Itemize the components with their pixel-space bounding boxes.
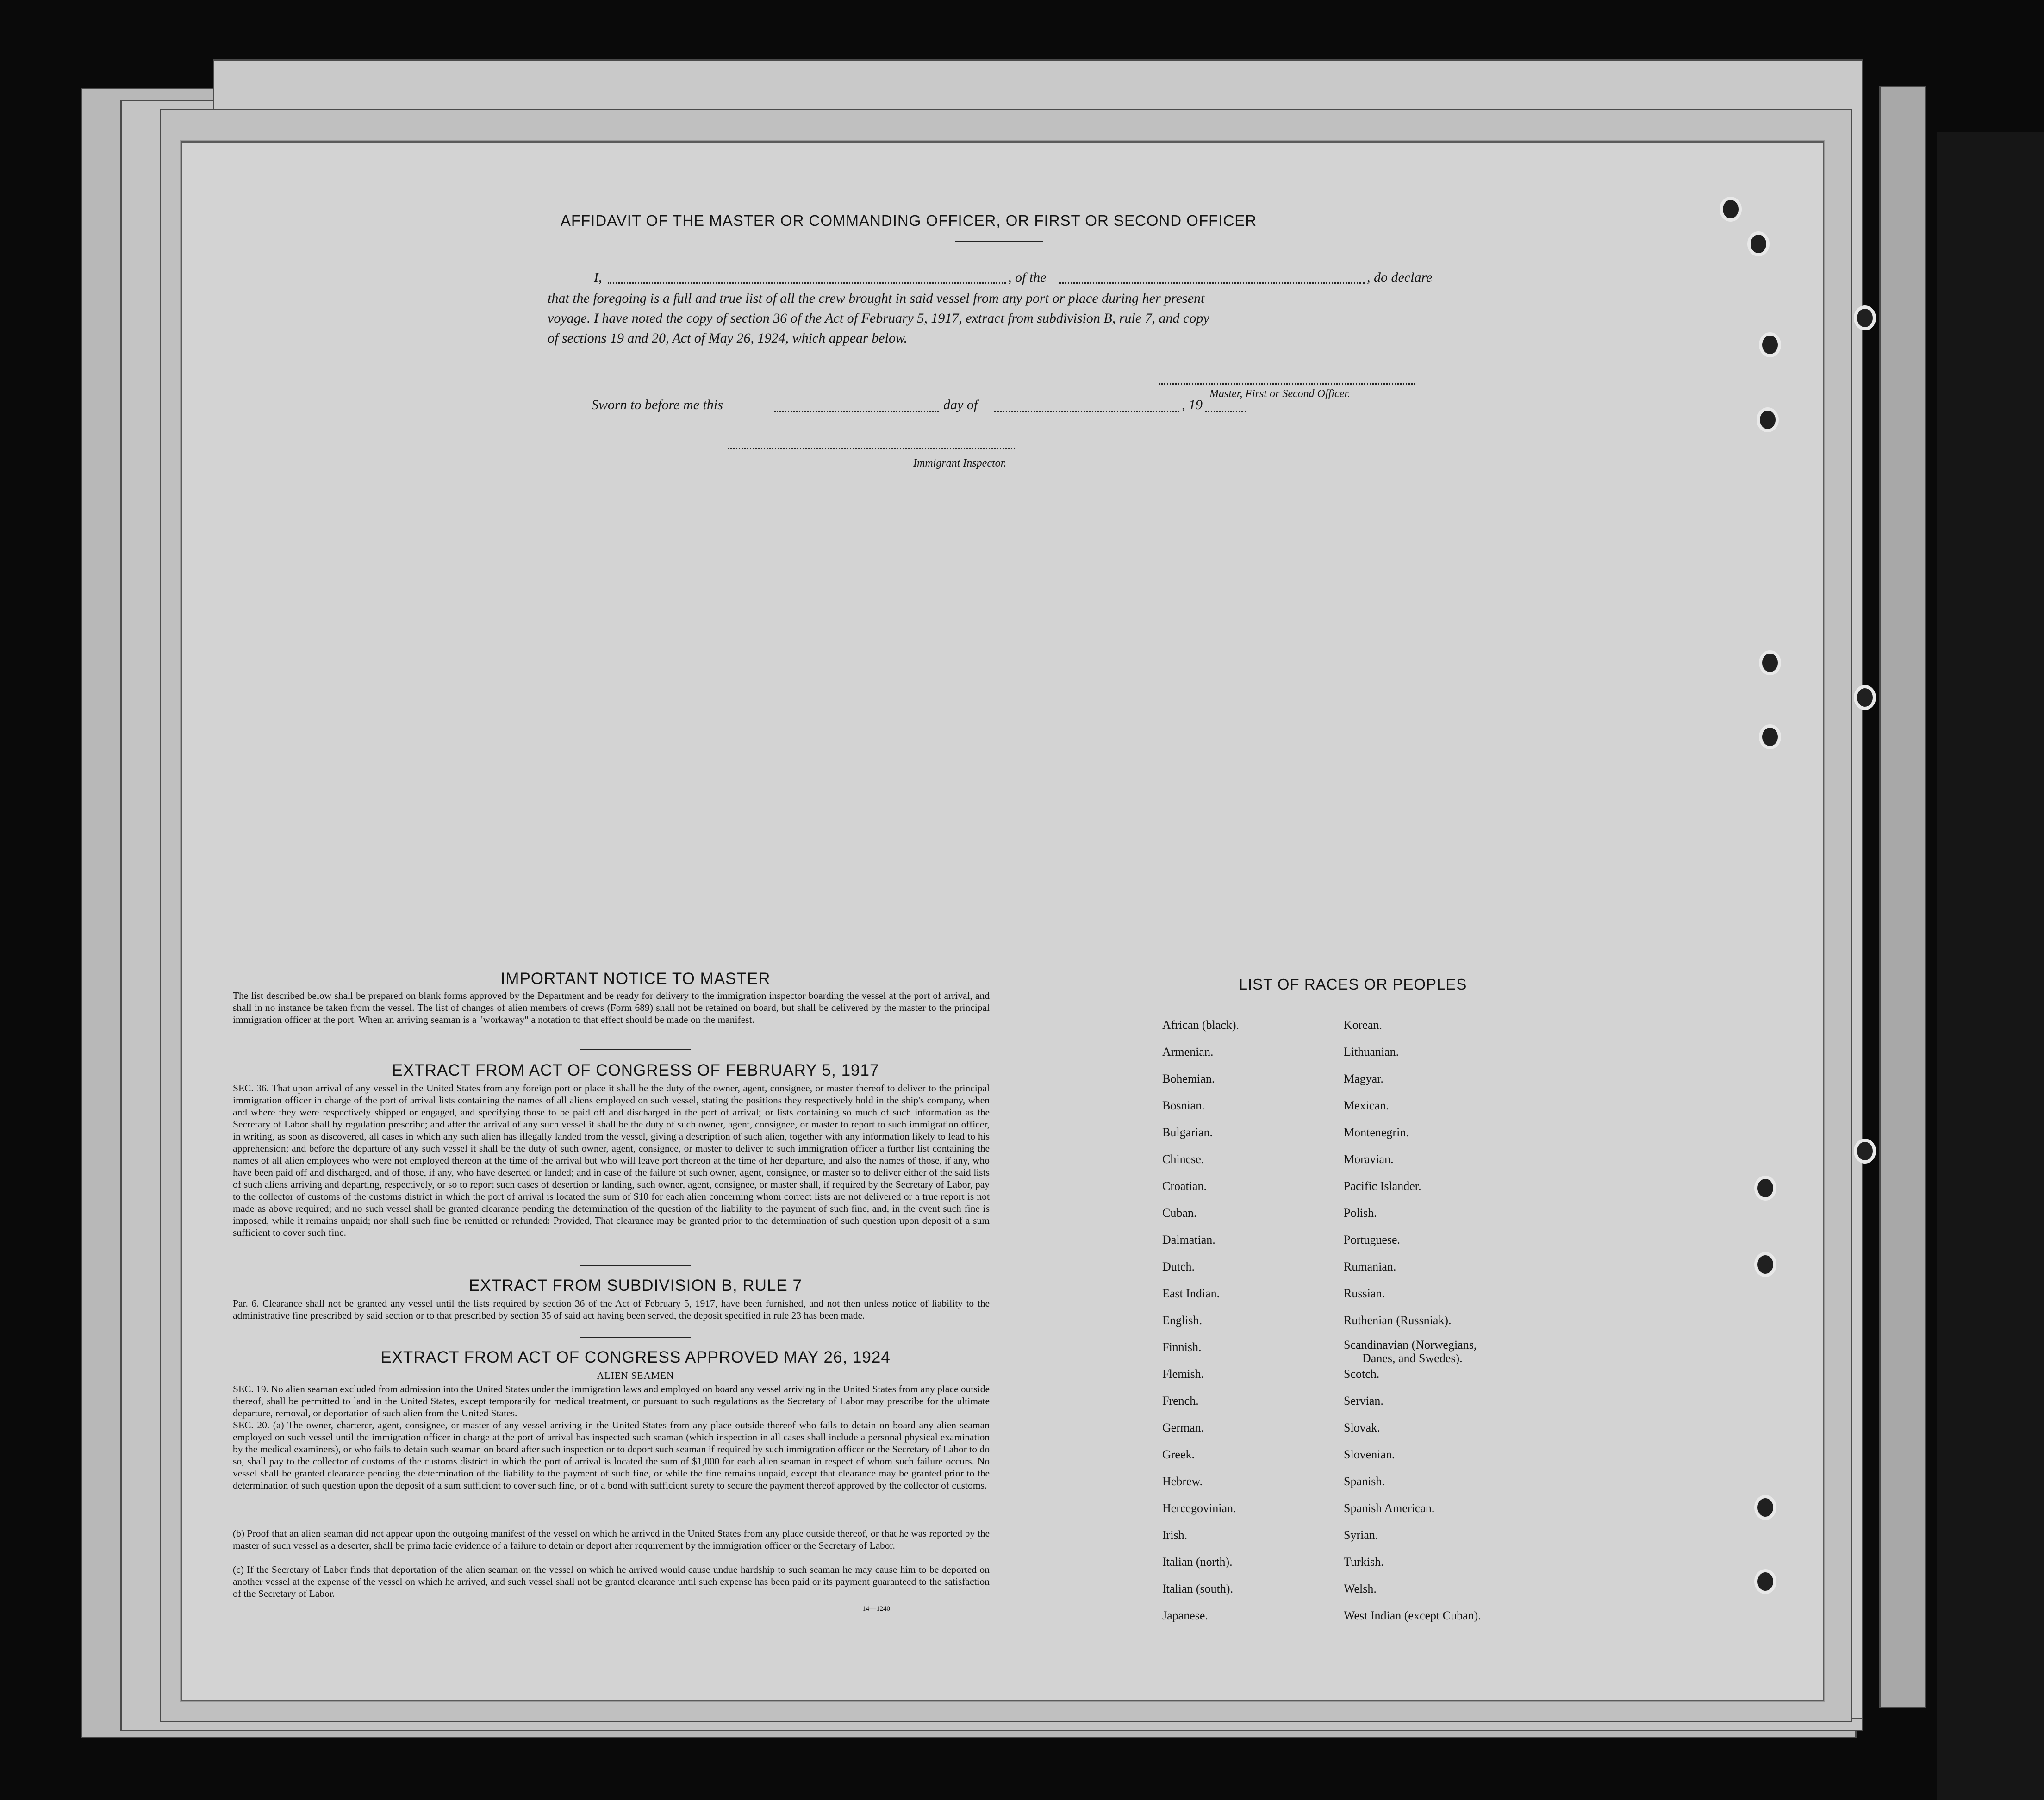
extract-rule7-title: EXTRACT FROM SUBDIVISION B, RULE 7 bbox=[469, 1277, 802, 1295]
race-right: Pacific Islander. bbox=[1344, 1179, 1421, 1193]
race-right: Slovenian. bbox=[1344, 1448, 1395, 1461]
sworn-label: Sworn to before me this bbox=[592, 397, 723, 412]
binder-ring-icon bbox=[1754, 1569, 1776, 1594]
extract-1917-body: SEC. 36. That upon arrival of any vessel in the United States from any foreign port or place it shall be the duty of the owner, agent, consignee, or master thereof to deliver to the principal immigration officer in charge of the port of arrival lists containing the names of all aliens employed on such vessel, stating the positions they respectively hold in the ship's company, when and where they were respectively shipped or engaged, and specifying those to be paid off and discharged in the port of arrival; or lists containing so much of such information as the Secretary of Labor shall by regulation prescribe; and after the arrival of any such vessel it shall be the duty of such owner, agent, consignee, or master to report to such immigration officer, in writing, as soon as discovered, all cases in which any such alien has illegally landed from the vessel, giving a description of such alien, together with any information likely to lead to his apprehension; and before the departure of any such vessel it shall be the duty of such owner, agent, consignee, or master to deliver to such immigration officer a further list containing the names of all alien employees who were not employed thereon at the time of the arrival but who will leave port thereon at the time of her departure, and also the names of those, if any, who have been paid off and discharged, and of those, if any, who have deserted or landed; and in case of the failure of such owner, agent, consignee, or master so to deliver either of the said lists of such aliens arriving and departing, respectively, or so to report such cases of desertion or landing, such owner, agent, consignee, or master shall, if required by the Secretary of Labor, pay to the collector of customs of the customs district in which the port of arrival is located the sum of $10 for each alien concerning whom correct lists are not delivered or a true report is not made as above required; and no such vessel shall be granted clearance pending the determination of the question of the liability to the payment of such fine, and, in the event such fine is imposed, while it remains unpaid; nor shall such fine be remitted or refunded: Provided, That clearance may be granted prior to the determination of such question upon deposit of a sum sufficient to cover such fine. bbox=[233, 1083, 990, 1238]
extract-1924-sec20b: (b) Proof that an alien seaman did not appear upon the outgoing manifest of the vessel on which he arrived in the United States from any place outside thereof, or that he was reported by the master of such vessel as a deserter, shall be prima facie evidence of a failure to detain or deport after requirement by the immigration officer or the Secretary of Labor. bbox=[233, 1528, 990, 1551]
race-right: Rumanian. bbox=[1344, 1260, 1396, 1273]
binder-ring-icon bbox=[1720, 197, 1742, 222]
affidavit-title: AFFIDAVIT OF THE MASTER OR COMMANDING OFFICER, OR FIRST OR SECOND OFFICER bbox=[560, 212, 1257, 229]
race-left: Hebrew. bbox=[1162, 1475, 1203, 1488]
binder-ring-icon bbox=[1854, 1139, 1876, 1164]
extract-1917-title: EXTRACT FROM ACT OF CONGRESS OF FEBRUARY 5, 1917 bbox=[392, 1061, 879, 1079]
race-right-continuation: Danes, and Swedes). bbox=[1362, 1352, 1463, 1365]
race-left: Finnish. bbox=[1162, 1340, 1202, 1354]
binder-ring-icon bbox=[1759, 332, 1781, 357]
race-right: Mexican. bbox=[1344, 1099, 1389, 1112]
affidavit-i-label: I, bbox=[594, 270, 602, 285]
inspector-signature-line bbox=[728, 448, 1015, 449]
race-right: Scotch. bbox=[1344, 1367, 1380, 1381]
race-left: African (black). bbox=[1162, 1018, 1240, 1032]
race-left: Dalmatian. bbox=[1162, 1233, 1215, 1246]
race-right: Turkish. bbox=[1344, 1555, 1384, 1569]
sworn-month-line bbox=[994, 411, 1179, 412]
master-signature-label: Master, First or Second Officer. bbox=[1209, 388, 1350, 400]
affidavit-of-the-label: , of the bbox=[1008, 270, 1047, 285]
sworn-year-line bbox=[1205, 411, 1246, 412]
binder-ring-icon bbox=[1759, 650, 1781, 675]
race-right: Syrian. bbox=[1344, 1528, 1378, 1542]
race-right: Welsh. bbox=[1344, 1582, 1377, 1595]
race-left: Greek. bbox=[1162, 1448, 1195, 1461]
race-left: Armenian. bbox=[1162, 1045, 1214, 1059]
race-right: Ruthenian (Russniak). bbox=[1344, 1314, 1452, 1327]
master-signature-line bbox=[1159, 383, 1415, 385]
race-left: Chinese. bbox=[1162, 1152, 1204, 1166]
binder-ring-icon bbox=[1759, 724, 1781, 749]
form-number: 14—1240 bbox=[862, 1605, 890, 1613]
race-right: Spanish American. bbox=[1344, 1501, 1435, 1515]
notice-title: IMPORTANT NOTICE TO MASTER bbox=[500, 970, 771, 988]
race-left: Croatian. bbox=[1162, 1179, 1207, 1193]
title-underline bbox=[955, 241, 1043, 242]
extract-1924-title: EXTRACT FROM ACT OF CONGRESS APPROVED MAY 26, 1924 bbox=[380, 1348, 891, 1366]
extract-1917-divider bbox=[580, 1265, 691, 1266]
race-left: Irish. bbox=[1162, 1528, 1188, 1542]
binder-ring-icon bbox=[1854, 685, 1876, 710]
race-left: Cuban. bbox=[1162, 1206, 1197, 1220]
race-right: Russian. bbox=[1344, 1287, 1385, 1300]
extract-1924-sec20c: (c) If the Secretary of Labor finds that deportation of the alien seaman on the vessel on which he arrived would cause undue hardship to such seaman he may cause him to be deported on another vessel at the expense of the vessel on which he arrived, and such vessel shall not be granted clearance until such expense has been paid or its payment guaranteed to the satisfaction of the Secretary of Labor. bbox=[233, 1564, 990, 1599]
extract-1924-sec19: SEC. 19. No alien seaman excluded from admission into the United States under the immigration laws and employed on board any vessel arriving in the United States from any place outside thereof, shall be permitted to land in the United States, except temporarily for medical treatment, or pursuant to such regulations as the Secretary of Labor may prescribe for the ultimate departure, removal, or deportation of such alien from the United States. bbox=[233, 1383, 990, 1419]
extract-rule7-divider bbox=[580, 1337, 691, 1338]
race-left: German. bbox=[1162, 1421, 1204, 1434]
race-right: Magyar. bbox=[1344, 1072, 1383, 1085]
affidavit-declare-label: , do declare bbox=[1367, 270, 1433, 285]
binder-edge-sheet bbox=[1879, 86, 1926, 1708]
race-right: Montenegrin. bbox=[1344, 1126, 1409, 1139]
race-left: Japanese. bbox=[1162, 1609, 1208, 1622]
affidavit-line-3: voyage. I have noted the copy of section 36 of the Act of February 5, 1917, extract from subdivision B, rule 7, and copy bbox=[548, 311, 1209, 326]
master-name-line bbox=[608, 282, 1006, 284]
binder-ring-icon bbox=[1757, 407, 1779, 432]
race-left: Italian (south). bbox=[1162, 1582, 1234, 1595]
race-right: West Indian (except Cuban). bbox=[1344, 1609, 1481, 1622]
race-left: Bulgarian. bbox=[1162, 1126, 1213, 1139]
race-left: Bohemian. bbox=[1162, 1072, 1215, 1085]
binder-ring-icon bbox=[1754, 1252, 1776, 1277]
race-right: Scandinavian (Norwegians, bbox=[1344, 1338, 1477, 1352]
affidavit-page bbox=[181, 141, 1824, 1701]
race-left: English. bbox=[1162, 1314, 1202, 1327]
affidavit-line-2: that the foregoing is a full and true list of all the crew brought in said vessel from any port or place during her present bbox=[548, 291, 1205, 306]
binder-ring-icon bbox=[1854, 305, 1876, 330]
race-left: Bosnian. bbox=[1162, 1099, 1205, 1112]
race-right: Slovak. bbox=[1344, 1421, 1380, 1434]
race-left: Dutch. bbox=[1162, 1260, 1195, 1273]
extract-rule7-body: Par. 6. Clearance shall not be granted any vessel until the lists required by section 36 of the Act of February 5, 1917, have been furnished, and not then unless notice of liability to the administrative fine prescribed by said section or to that prescribed by section 35 of said act having been served, the deposit specified in rule 23 has been made. bbox=[233, 1298, 990, 1321]
inspector-label: Immigrant Inspector. bbox=[913, 457, 1007, 469]
affidavit-line-4: of sections 19 and 20, Act of May 26, 1924, which appear below. bbox=[548, 330, 908, 346]
binder-ring-icon bbox=[1754, 1176, 1776, 1201]
race-left: Flemish. bbox=[1162, 1367, 1204, 1381]
binder-ring-icon bbox=[1747, 231, 1770, 256]
alien-seamen-subtitle: ALIEN SEAMEN bbox=[597, 1370, 674, 1381]
notice-divider bbox=[580, 1049, 691, 1050]
race-left: Italian (north). bbox=[1162, 1555, 1233, 1569]
races-title: LIST OF RACES OR PEOPLES bbox=[1239, 976, 1467, 993]
year-label: , 19 bbox=[1182, 397, 1203, 412]
race-right: Polish. bbox=[1344, 1206, 1377, 1220]
race-right: Servian. bbox=[1344, 1394, 1383, 1408]
race-left: French. bbox=[1162, 1394, 1199, 1408]
race-right: Lithuanian. bbox=[1344, 1045, 1399, 1059]
race-right: Moravian. bbox=[1344, 1152, 1394, 1166]
vessel-name-line bbox=[1059, 282, 1365, 284]
race-right: Spanish. bbox=[1344, 1475, 1385, 1488]
day-of-label: day of bbox=[943, 397, 978, 412]
extract-1924-sec20a: SEC. 20. (a) The owner, charterer, agent, consignee, or master of any vessel arriving in the United States from any place outside thereof who fails to detain on board any alien seaman employed on such vessel until the immigration officer in charge at the port of arrival has inspected such seaman (which inspection in all cases shall include a personal physical examination by the medical examiners), or who fails to detain such seaman on board after such inspection or to deport such seaman if required by such immigration officer or the Secretary of Labor to do so, shall pay to the collector of customs of the customs district in which the port of arrival is located the sum of $1,000 for each alien seaman in respect of whom such failure occurs. No vessel shall be granted clearance pending the determination of the liability to the payment of such fine, or while the fine remains unpaid, except that clearance may be granted prior to the determination of such question upon the deposit of a sum sufficient to cover such fine, or of a bond with sufficient surety to secure the payment thereof approved by the collector of customs. bbox=[233, 1420, 990, 1491]
notice-body: The list described below shall be prepared on blank forms approved by the Department and be ready for delivery to the immigration inspector boarding the vessel at the port of arrival, and shall in no instance be taken from the vessel. The list of changes of alien members of crews (Form 689) shall not be retained on board, but shall be delivered by the master to the principal immigration officer at the port. When an arriving seaman is a "workaway" a notation to that effect should be made on the manifest. bbox=[233, 990, 990, 1025]
binder-ring-icon bbox=[1754, 1495, 1776, 1520]
race-left: Hercegovinian. bbox=[1162, 1501, 1236, 1515]
race-left: East Indian. bbox=[1162, 1287, 1220, 1300]
race-right: Korean. bbox=[1344, 1018, 1383, 1032]
race-right: Portuguese. bbox=[1344, 1233, 1401, 1246]
sworn-day-line bbox=[774, 411, 939, 412]
binder-strip bbox=[1937, 132, 2044, 1800]
